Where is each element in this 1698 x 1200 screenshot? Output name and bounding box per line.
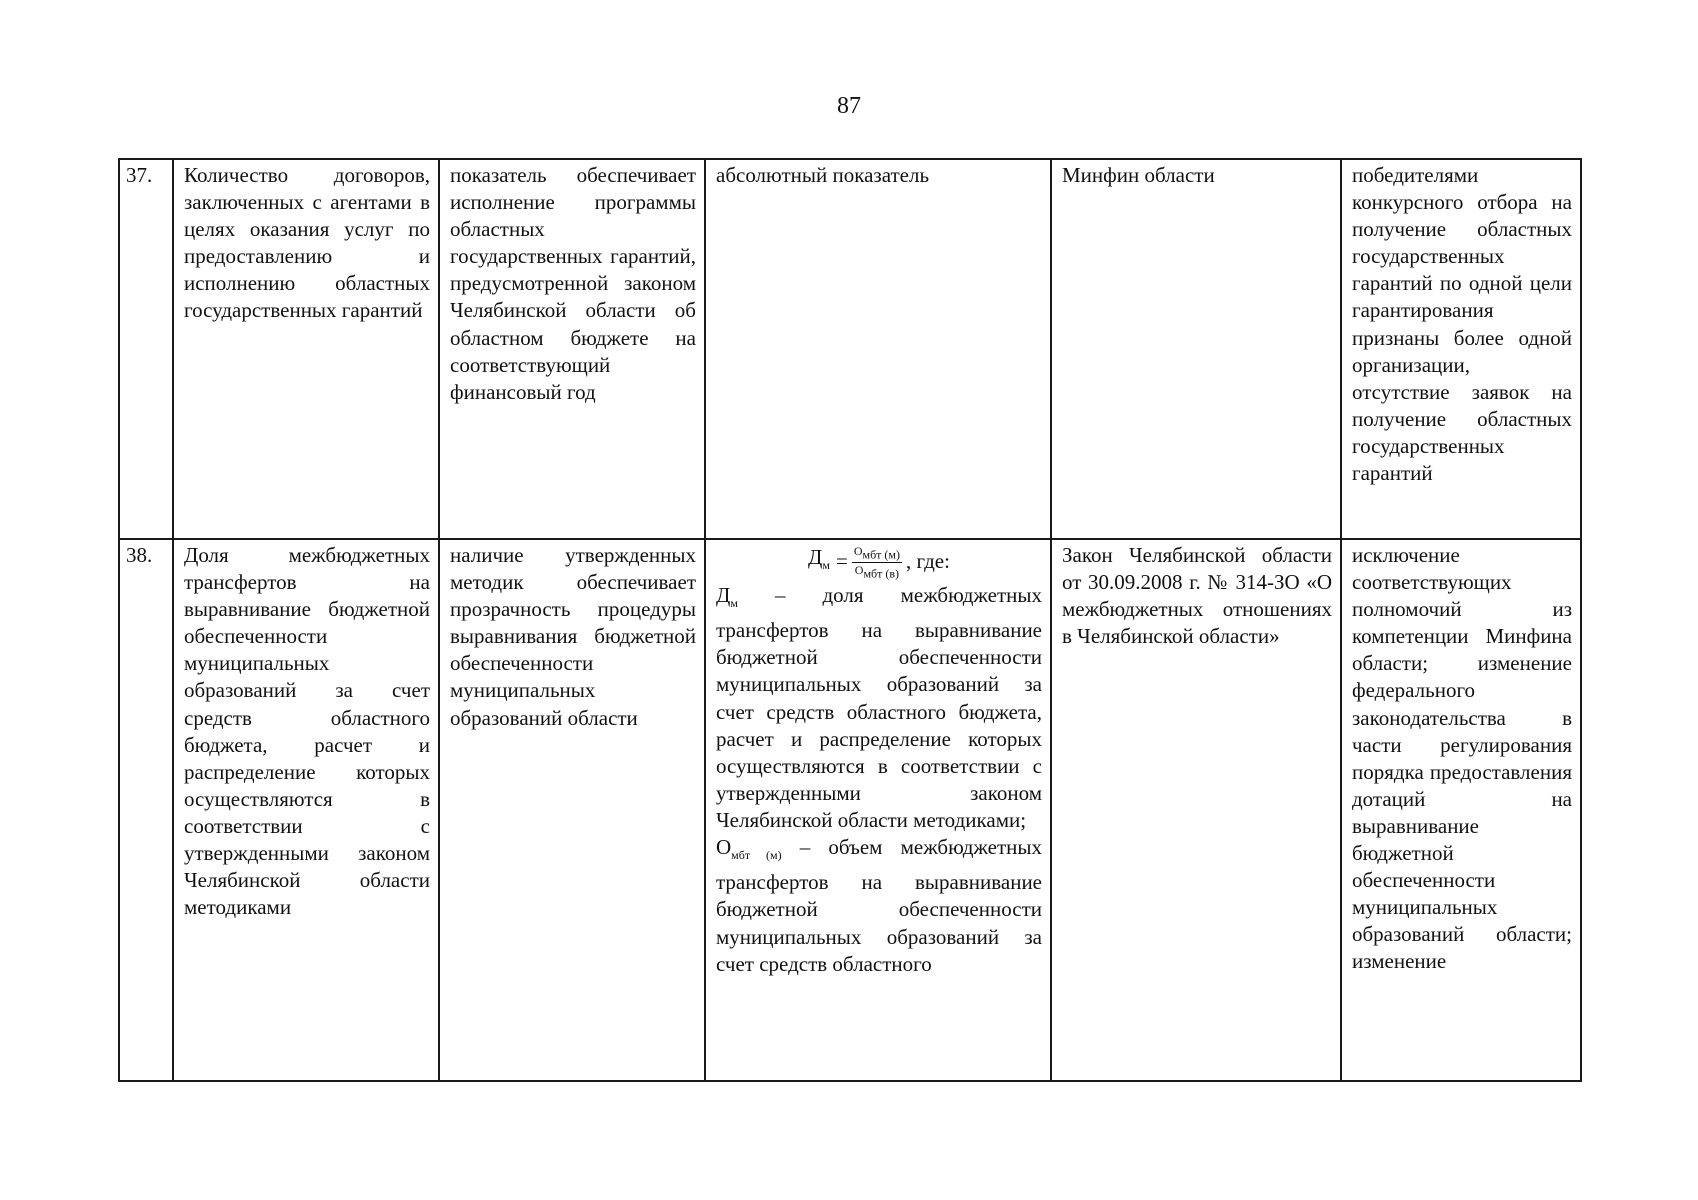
formula bbox=[716, 544, 1042, 580]
risk-factors: победителями конкурсного отбора на получение областных государственных гарантий по одной цели гарантирования признаны более одной организации, отсутствие заявок на получение областных государственных гарантий bbox=[1341, 159, 1581, 539]
indicator-name: Количество договоров, заключенных с агентами в целях оказания услуг по предоставлению и исполнению областных государственных гарантий bbox=[173, 159, 439, 539]
row-number: 37. bbox=[119, 159, 173, 539]
page-number: 87 bbox=[837, 93, 861, 119]
calculation-method bbox=[705, 539, 1051, 1081]
formula-lhs: $Д_м$ bbox=[808, 545, 830, 573]
indicator-name: Доля межбюджетных трансфертов на выравнивание бюджетной обеспеченности муниципальных образований за счет средств областного бюджета, расчет и распределение которых осуществляются в соответствии с утвержденными законом Челябинской области методиками bbox=[173, 539, 439, 1081]
risk-factors: исключение соответствующих полномочий из компетенции Минфина области; изменение федерального законодательства в части регулирования порядка предоставления дотаций на выравнивание бюджетной обеспеченности муниципальных образований области; изменение bbox=[1341, 539, 1581, 1081]
formula-definition: $Д_м$ – доля межбюджетных трансфертов на выравнивание бюджетной обеспеченности муниципальных образований за счет средств областного бюджета, расчет и распределение которых осуществляются в соответствии с утвержденными законом Челябинской области методиками; bbox=[716, 583, 1042, 832]
indicators-table bbox=[118, 158, 1582, 1082]
indicator-justification: наличие утвержденных методик обеспечивает прозрачность процедуры выравнивания бюджетной обеспеченности муниципальных образований области bbox=[439, 539, 705, 1081]
formula-suffix: , где: bbox=[906, 549, 950, 574]
formula-equals: = bbox=[835, 549, 848, 574]
formula-fraction bbox=[852, 544, 902, 580]
calculation-method: абсолютный показатель bbox=[705, 159, 1051, 539]
data-source: Минфин области bbox=[1051, 159, 1341, 539]
indicator-justification: показатель обеспечивает исполнение программы областных государственных гарантий, предусмотренной законом Челябинской области об областном бюджете на соответствующий финансовый год bbox=[439, 159, 705, 539]
row-number: 38. bbox=[119, 539, 173, 1081]
formula-denominator: $О_{мбт (в)}$ bbox=[854, 562, 900, 580]
table-row bbox=[119, 539, 1581, 1081]
data-source: Закон Челябинской области от 30.09.2008 г. № 314-ЗО «О межбюджетных отношениях в Челябинской области» bbox=[1051, 539, 1341, 1081]
formula-numerator: $О_{мбт (м)}$ bbox=[853, 544, 901, 562]
table-row bbox=[119, 159, 1581, 539]
formula-definition: $О_{мбт (м)}$ – объем межбюджетных трансфертов на выравнивание бюджетной обеспеченности муниципальных образований за счет средств областного bbox=[716, 835, 1042, 976]
